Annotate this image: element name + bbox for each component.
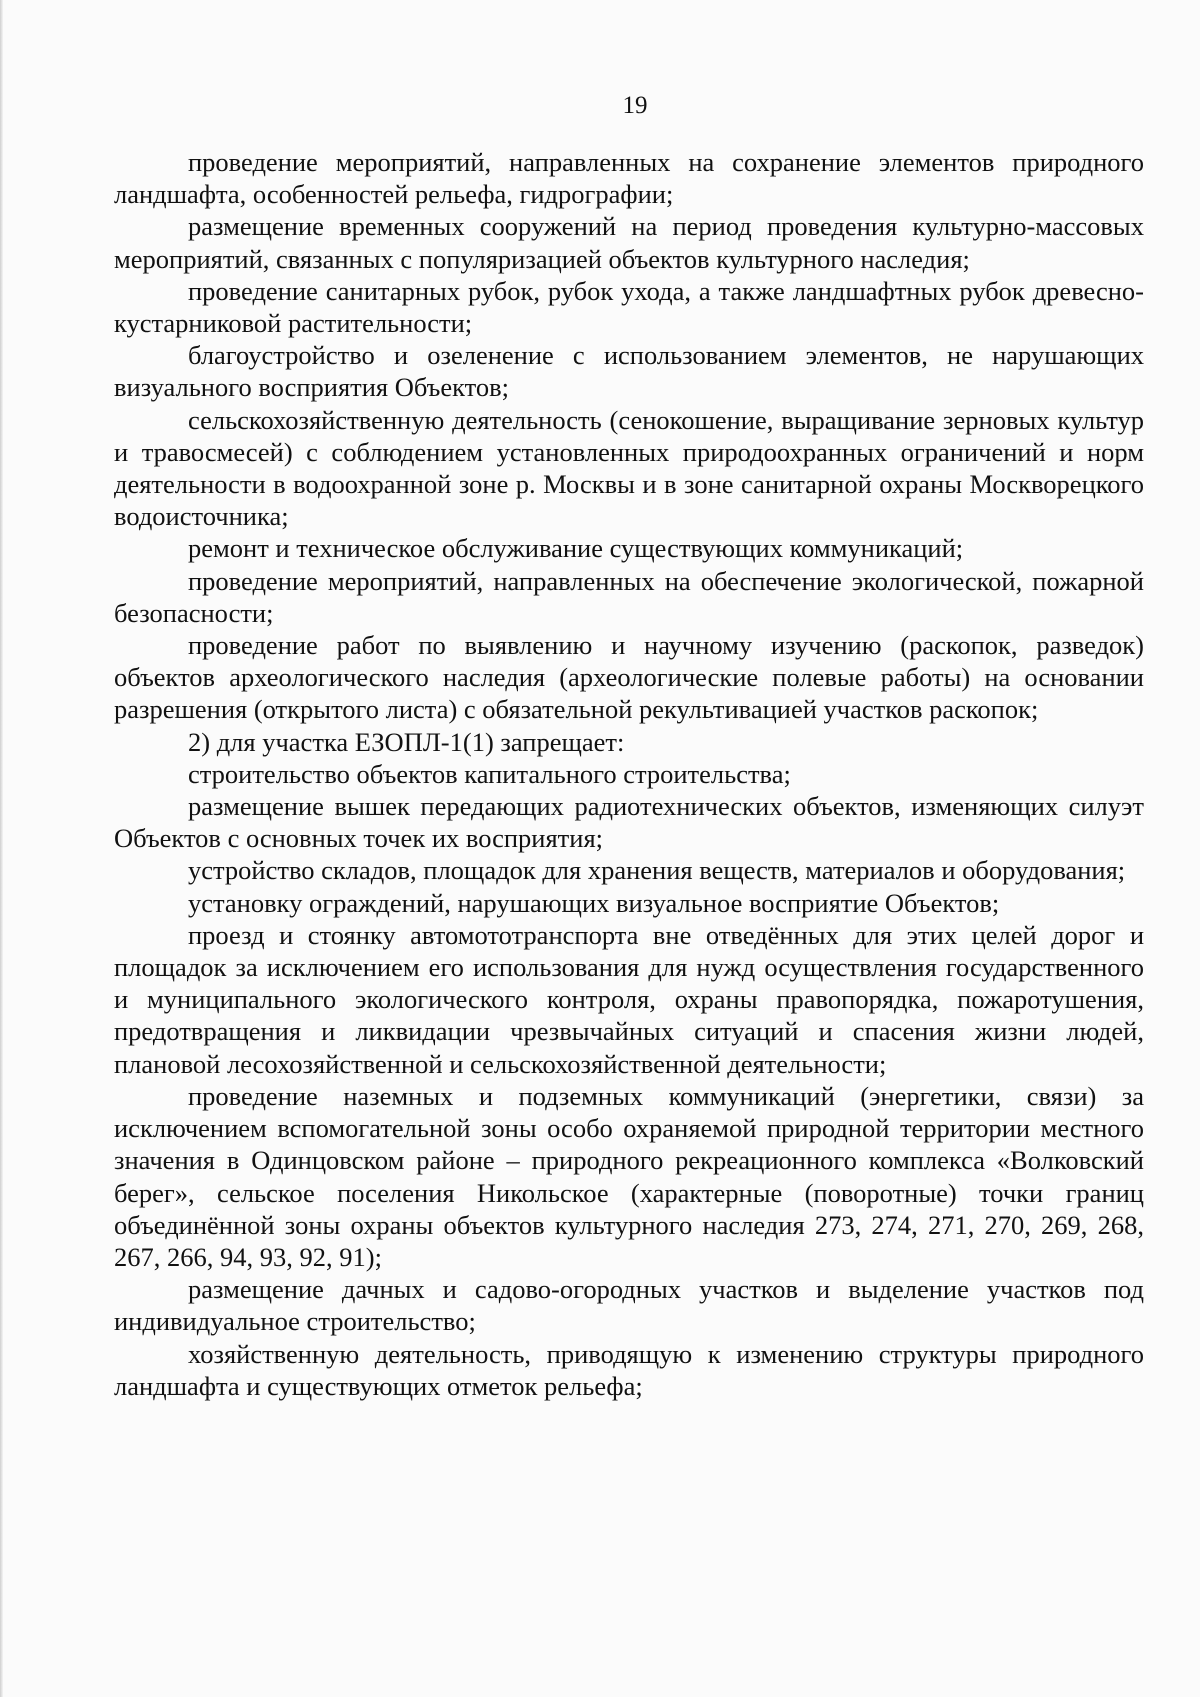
page-number: 19	[622, 92, 648, 119]
paragraph: устройство складов, площадок для хранения веществ, материалов и оборудования;	[188, 855, 1126, 886]
paragraph: проведение работ по выявлению и научному изучению (раскопок, разведок) объектов археологического наследия (археологические полевые работы) на основании разрешения (открытого листа) с обязательной рекультивацией участков раскопок;	[114, 630, 1144, 725]
paragraph: ремонт и техническое обслуживание существующих коммуникаций;	[188, 533, 964, 564]
paragraph: благоустройство и озеленение с использованием элементов, не нарушающих визуального восприятия Объектов;	[114, 340, 1144, 403]
paragraph: установку ограждений, нарушающих визуальное восприятие Объектов;	[188, 887, 1000, 918]
paragraph: хозяйственную деятельность, приводящую к изменению структуры природного ландшафта и существующих отметок рельефа;	[114, 1338, 1144, 1401]
paragraph: проведение наземных и подземных коммуникаций (энергетики, связи) за исключением вспомогательной зоны особо охраняемой природной территории местного значения в Одинцовском районе – природного рекреационного комплекса «Волковский берег», сельское поселения Никольское (характерные (поворотные) точки границ объединённой зоны охраны объектов культурного наследия 273, 274, 271, 270, 269, 268, 267, 266, 94, 93, 92, 91);	[114, 1080, 1144, 1272]
paragraph: сельскохозяйственную деятельность (сенокошение, выращивание зерновых культур и травосмесей) с соблюдением установленных природоохранных ограничений и норм деятельности в водоохранной зоне р. Москвы и в зоне санитарной охраны Москворецкого водоисточника;	[114, 404, 1144, 532]
paragraph: проведение санитарных рубок, рубок ухода, а также ландшафтных рубок древесно-кустарниковой растительности;	[114, 275, 1144, 339]
paragraph: размещение вышек передающих радиотехнических объектов, изменяющих силуэт Объектов с основных точек их восприятия;	[114, 791, 1144, 854]
paragraph: строительство объектов капитального строительства;	[188, 758, 791, 789]
paragraph: размещение временных сооружений на период проведения культурно-массовых мероприятий, связанных с популяризацией объектов культурного наследия;	[114, 211, 1144, 274]
paragraph: проезд и стоянку автомототранспорта вне отведённых для этих целей дорог и площадок за исключением его использования для нужд осуществления государственного и муниципального экологического контроля, охраны правопорядка, пожаротушения, предотвращения и ликвидации чрезвычайных ситуаций и спасения жизни людей, плановой лесохозяйственной и сельскохозяйственной деятельности;	[114, 919, 1144, 1079]
section-heading: 2) для участка ЕЗОПЛ-1(1) запрещает:	[188, 726, 625, 757]
paragraph: проведение мероприятий, направленных на обеспечение экологической, пожарной безопасности;	[114, 565, 1144, 628]
paragraph: проведение мероприятий, направленных на сохранение элементов природного ландшафта, особенностей рельефа, гидрографии;	[114, 147, 1144, 210]
paragraph: размещение дачных и садово-огородных участков и выделение участков под индивидуальное строительство;	[114, 1274, 1144, 1337]
document-body	[114, 146, 1144, 1402]
scan-edge	[0, 0, 3, 1697]
